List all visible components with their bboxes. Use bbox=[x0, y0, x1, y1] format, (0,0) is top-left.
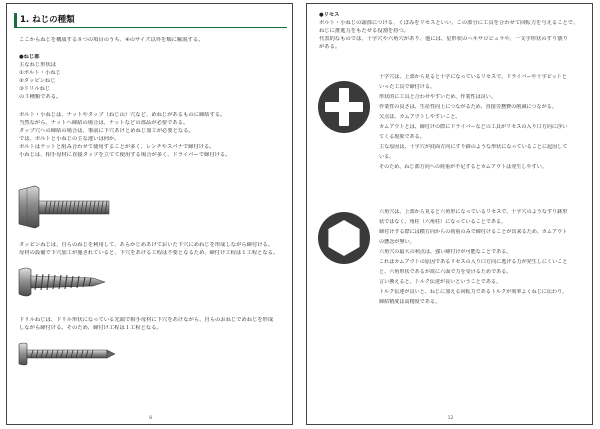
thread-section-title: ●ねじ部 bbox=[19, 54, 40, 60]
tapping-line: タッピンねじは、自らのねじを利用して、あらかじめあけておいた下穴にめねじを形成しながら締付ける。 bbox=[19, 242, 274, 248]
recess-section-title: ●リセス bbox=[319, 12, 340, 18]
hex-recess-icon bbox=[317, 211, 371, 265]
hex-line: 六角穴は、上部から見ると六角形になっているリセスで、十字穴のようなすり鉢形 bbox=[379, 209, 568, 215]
cross-line: いる。 bbox=[379, 154, 395, 160]
hex-line: トルク伝達が良いと、ねじに加える回転力であるトルクが効率よくねじに伝わり、 bbox=[379, 289, 568, 295]
right-page bbox=[306, 3, 593, 425]
cross-line: てくる現象である。 bbox=[379, 134, 425, 140]
cross-line: 主な原因は、十字穴が底面方向にすり鉢のような形状になっていることに起因して bbox=[379, 144, 568, 150]
bolt-line: ボルトはナットと組み合わせて使用することが多く、レンチやスパナで締付ける。 bbox=[19, 144, 215, 150]
recess-intro-line: がある。 bbox=[319, 44, 341, 50]
bolt-line: タップ穴への締結の場合は、事前に下穴あけとめねじ加工が必要となる。 bbox=[19, 128, 194, 134]
cross-line: 欠点は、カムアウトしやすいこと。 bbox=[379, 114, 461, 120]
hex-line: 締付けする際には横方向からの荷重のみで締付けることが出来るため、カムアウト bbox=[379, 229, 568, 235]
section-heading bbox=[14, 13, 287, 27]
page-number: 12 bbox=[447, 416, 454, 421]
hex-line: の懸念が無い。 bbox=[379, 239, 415, 245]
tapping-screw-image bbox=[17, 266, 107, 298]
cross-line: いった工具で締付ける。 bbox=[379, 84, 436, 90]
hex-line: と、六角形状であるが故に六面で力を受けるためである。 bbox=[379, 269, 512, 275]
cross-line: そのため、ねじ部方向への荷重が不足するとカムアウトは発生しやすい。 bbox=[379, 164, 547, 170]
cross-line: 十字穴は、上部から見ると十字になっているリセスで、ドライバーや十字ビットと bbox=[379, 74, 567, 80]
hex-line: これはカムアウトの原因であるリセスの入り口方向に逃げる力が発生しにくいこと bbox=[379, 259, 568, 265]
drill-line: ドリルねじは、ドリル形状になっている先端で相手母材に下穴をあけながら、自らのおねじでめねじを形成 bbox=[19, 317, 274, 323]
tapping-line: 母材の設備で下穴加工が施されていると、下穴をあける工程は不要となるため、締付け工程は１工程となる。 bbox=[19, 250, 279, 256]
bolt-line: では、ボルトと小ねじの主な違いは何か。 bbox=[19, 136, 120, 142]
shape-line: の３種類である。 bbox=[19, 94, 62, 100]
shape-line: ②タッピンねじ bbox=[19, 78, 56, 84]
hex-line: 締結精度は高精度である。 bbox=[379, 299, 441, 305]
hex-line: 状ではなく、角柱（六角柱）になっていることである。 bbox=[379, 219, 507, 225]
cross-recess-icon bbox=[317, 80, 371, 134]
heading-rule bbox=[14, 27, 287, 28]
bolt-line: 小ねじは、相手母材に直接タップを立てて使用する場合が多く、ドライバーで締付ける。 bbox=[19, 152, 231, 158]
cross-line: 形状的に工具と合わせやすいため、作業性は良い。 bbox=[379, 94, 496, 100]
shape-line: ①ボルト・小ねじ bbox=[19, 70, 61, 76]
hex-line: 言い換えると、トルク伝達が良いということである。 bbox=[379, 279, 502, 285]
left-page bbox=[6, 3, 293, 425]
cross-line: 作業性の良さは、生産性向上につながるため、直接労務費の削減につながる。 bbox=[379, 104, 557, 110]
page-title: 1. ねじの種類 bbox=[20, 15, 75, 25]
shape-line: 主なねじ形状は bbox=[19, 62, 57, 68]
drill-screw-image bbox=[17, 342, 117, 366]
drill-line: しながら締付ける。そのため、締付け工程は１工程となる。 bbox=[19, 325, 162, 331]
page-number: 8 bbox=[149, 416, 152, 421]
recess-intro-line: 代表的なものでは、十字穴や六角穴があり、他には、星形状のヘキサロビュラや、一文字形状のすり割り bbox=[319, 36, 568, 42]
recess-intro-line: ねじに推進力をもたせる役割を持つ。 bbox=[319, 28, 409, 34]
cross-line: カムアウトとは、締付けの際にドライバーなどの工具がリセスの入り口方向に浮い bbox=[379, 124, 568, 130]
hex-bolt-image bbox=[17, 184, 112, 230]
intro-text: ここからねじを構成する８つの項目のうち、④のサイズ以外を順に解説する。 bbox=[19, 37, 204, 43]
recess-intro-line: ボルト・小ねじの頭部につける、くぼみをリセスといい、この部分に工具を合わせて回転力を与えることで、 bbox=[319, 20, 579, 26]
bolt-line: 当然ながら、ナットへ締結の場合は、ナットなどの部品が必要である。 bbox=[19, 120, 189, 126]
hex-line: 六角穴の最大の利点は、強い締付けが可能なことである。 bbox=[379, 249, 512, 255]
shape-line: ③ドリルねじ bbox=[19, 86, 51, 92]
heading-accent bbox=[14, 13, 17, 27]
bolt-line: ボルト・小ねじは、ナットやタップ（ねじ山）穴など、めねじがあるものに締結する。 bbox=[19, 112, 226, 118]
